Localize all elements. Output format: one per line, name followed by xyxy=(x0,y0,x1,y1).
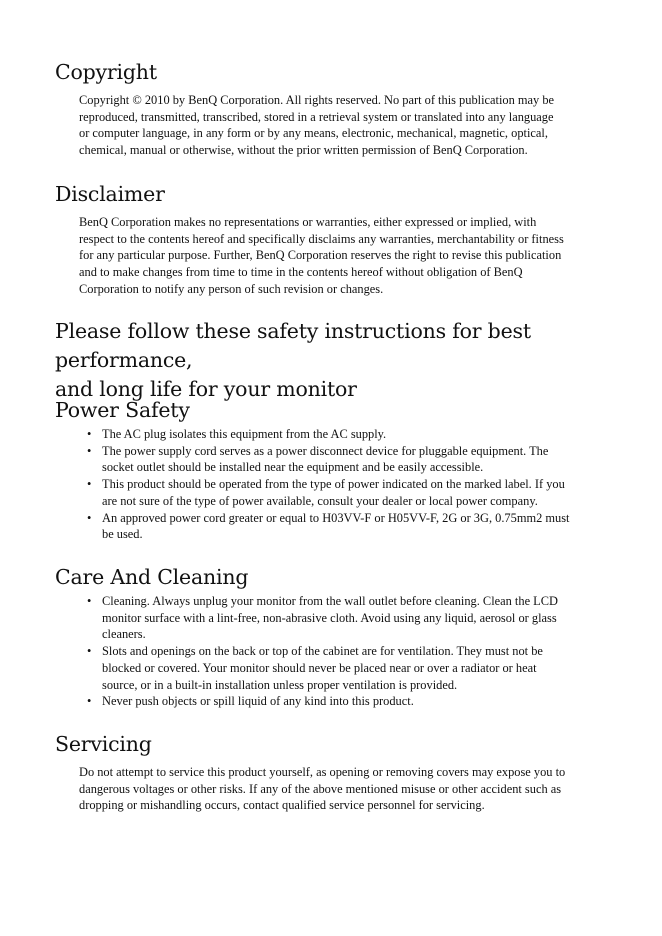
servicing-line: Do not attempt to service this product yourself, as opening or removing covers may expose you to xyxy=(79,765,566,779)
list-item: • The AC plug isolates this equipment from the AC supply. xyxy=(87,427,387,441)
disclaimer-section xyxy=(55,181,615,298)
bullet-icon: • xyxy=(87,477,92,492)
list-item: • Slots and openings on the back or top of the cabinet are for ventilation. They must not be blocked or covered. Your monitor should never be placed near or over a radiator or heat source, or in a built-in installation unless proper ventilation is provided. xyxy=(87,644,543,692)
power-safety-section xyxy=(55,397,615,543)
servicing-paragraph xyxy=(79,764,615,814)
bullet-icon: • xyxy=(87,644,92,659)
safety-title-line: Please follow these safety instructions for best performance, xyxy=(55,319,531,372)
servicing-section xyxy=(55,731,615,814)
servicing-line: dropping or mishandling occurs, contact qualified service personnel for servicing. xyxy=(79,798,485,813)
list-item: • This product should be operated from the type of power indicated on the marked label. If you are not sure of the type of power available, consult your dealer or local power company. xyxy=(87,477,565,508)
bullet-icon: • xyxy=(87,510,92,525)
disclaimer-line: respect to the contents hereof and specifically disclaims any warranties, merchantability or fitness xyxy=(79,231,564,246)
copyright-paragraph xyxy=(79,92,615,159)
servicing-line: dangerous voltages or other risks. If any of the above mentioned misuse or other accident such as xyxy=(79,781,562,796)
safety-title-line: and long life for your monitor xyxy=(55,377,357,401)
list-item: • Never push objects or spill liquid of any kind into this product. xyxy=(87,694,414,709)
disclaimer-heading: Disclaimer xyxy=(55,182,165,206)
disclaimer-line: Corporation to notify any person of such revision or changes. xyxy=(79,281,384,296)
power-safety-list xyxy=(79,426,615,543)
list-item: • An approved power cord greater or equal to H03VV-F or H05VV-F, 2G or 3G, 0.75mm2 must be used. xyxy=(87,510,570,542)
care-cleaning-section xyxy=(55,564,615,710)
copyright-line: chemical, manual or otherwise, without the prior written permission of BenQ Corporation. xyxy=(79,143,528,158)
bullet-icon: • xyxy=(87,594,92,608)
disclaimer-paragraph xyxy=(79,214,615,298)
list-item: • The power supply cord serves as a power disconnect device for pluggable equipment. The socket outlet should be installed near the equipment and be easily accessible. xyxy=(87,443,549,475)
care-cleaning-list xyxy=(79,593,615,710)
disclaimer-line: BenQ Corporation makes no representations or warranties, either expressed or implied, with xyxy=(79,215,537,229)
disclaimer-line: for any particular purpose. Further, BenQ Corporation reserves the right to revise this publication xyxy=(79,248,562,263)
disclaimer-line: and to make changes from time to time in the contents hereof without obligation of BenQ xyxy=(79,265,523,280)
copyright-line: reproduced, transmitted, transcribed, stored in a retrieval system or translated into any language xyxy=(79,109,554,124)
servicing-heading: Servicing xyxy=(55,732,152,756)
bullet-icon: • xyxy=(87,427,92,441)
power-safety-heading: Power Safety xyxy=(55,398,190,422)
copyright-heading: Copyright xyxy=(55,60,157,84)
copyright-line: or computer language, in any form or by any means, electronic, mechanical, magnetic, optical, xyxy=(79,126,548,141)
bullet-icon: • xyxy=(87,443,92,458)
copyright-section xyxy=(55,59,615,159)
bullet-icon: • xyxy=(87,694,92,709)
care-cleaning-heading: Care And Cleaning xyxy=(55,565,249,589)
list-item: • Cleaning. Always unplug your monitor from the wall outlet before cleaning. Clean the LCD monitor surface with a lint-free, non-abrasive cloth. Avoid using any liquid, aerosol or glass cleaners. xyxy=(87,594,558,642)
copyright-line: Copyright © 2010 by BenQ Corporation. All rights reserved. No part of this publication may be xyxy=(79,93,555,107)
safety-title xyxy=(55,317,635,404)
safety-title-section xyxy=(55,317,635,404)
